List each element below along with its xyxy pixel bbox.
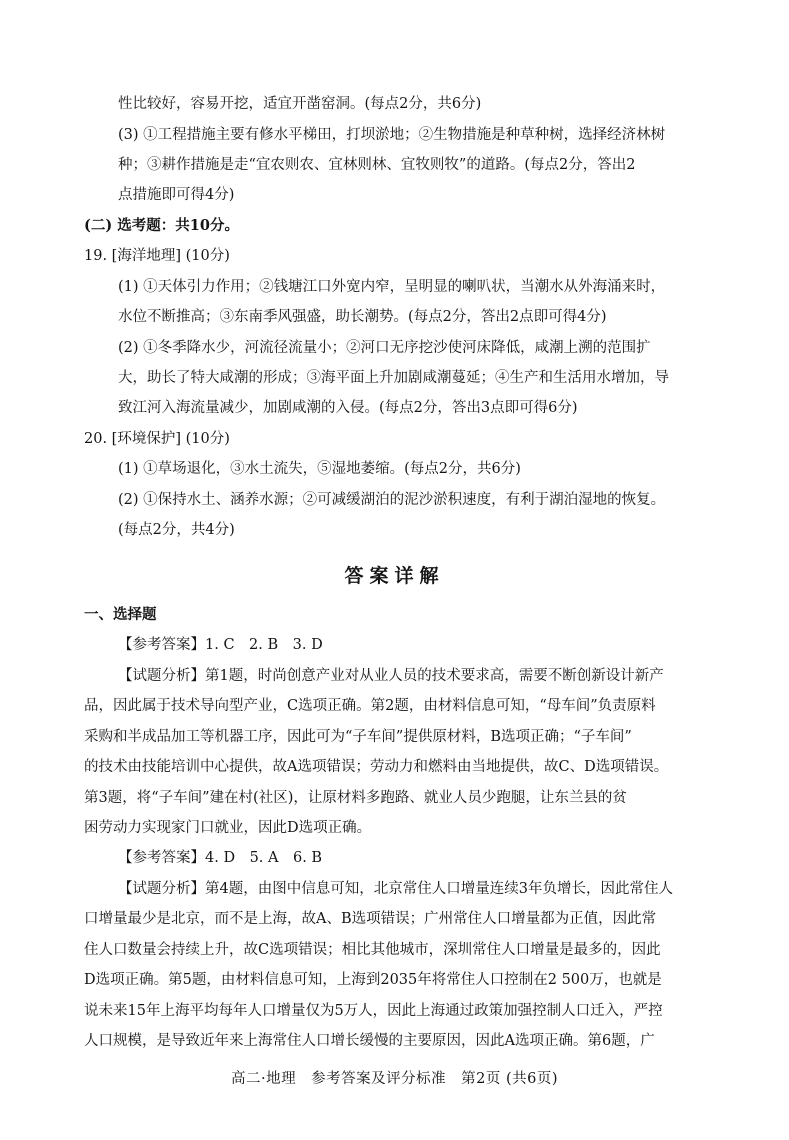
section-heading: (二) 选考题：共10分。: [84, 217, 239, 234]
text-line: (3) ①工程措施主要有修水平梯田，打坝淤地；②生物措施是种草种树，选择经济林树: [118, 127, 666, 143]
analysis-line: 第3题，将“子车间”建在村(社区)，让原材料多跑路、就业人员少跑腿，让东兰县的贫: [84, 790, 627, 806]
analysis-line: 品，因此属于技术导向型产业，C选项正确。第2题，由材料信息可知，“母车间”负责原料: [84, 698, 656, 714]
text-line: 大，助长了特大咸潮的形成；③海平面上升加剧咸潮蔓延；④生产和生活用水增加，导: [118, 370, 669, 386]
text-line: (1) ①天体引力作用；②钱塘江口外宽内窄，呈明显的喇叭状，当潮水从外海涌来时，: [118, 279, 666, 295]
text-line: 性比较好，容易开挖，适宜开凿窑洞。(每点2分，共6分): [118, 96, 482, 112]
analysis-line: 采购和半成品加工等机器工序，因此可为“子车间”提供原材料，B选项正确；“子车间”: [84, 729, 632, 745]
analysis-line: 住人口数量会持续上升，故C选项错误；相比其他城市，深圳常住人口增量是最多的，因此: [84, 942, 661, 958]
section-heading: 一、选择题: [84, 606, 157, 623]
analysis-line: D选项正确。第5题，由材料信息可知，上海到2035年将常住人口控制在2 500万，也就是: [84, 972, 662, 988]
analysis-line: 【试题分析】第4题，由图中信息可知，北京常住人口增量连续3年负增长，因此常住人: [118, 881, 673, 897]
text-line: (2) ①保持水土、涵养水源；②可减缓湖泊的泥沙淤积速度，有利于湖泊湿地的恢复。: [118, 492, 666, 508]
answer-line: 【参考答案】4. D 5. A 6. B: [118, 850, 323, 866]
text-line: (每点2分，共4分): [118, 522, 235, 538]
answer-line: 【参考答案】1. C 2. B 3. D: [118, 637, 323, 653]
page-footer: 高二·地理 参考答案及评分标准 第2页 (共6页): [231, 1071, 558, 1087]
page-title: 答案详解: [344, 565, 445, 587]
analysis-line: 人口规模，是导致近年来上海常住人口增长缓慢的主要原因，因此A选项正确。第6题，广: [84, 1033, 655, 1049]
text-line: 水位不断推高；③东南季风强盛，助长潮势。(每点2分，答出2点即可得4分): [118, 309, 607, 325]
text-line: 点措施即可得4分): [118, 187, 235, 203]
analysis-line: 口增量最少是北京，而不是上海，故A、B选项错误；广州常住人口增量都为正值，因此常: [84, 911, 657, 927]
question-heading: 19. [海洋地理] (10分): [84, 248, 230, 264]
analysis-line: 困劳动力实现家门口就业，因此D选项正确。: [84, 820, 372, 836]
analysis-line: 说未来15年上海平均每年人口增量仅为5万人，因此上海通过政策加强控制人口迁入，严控: [84, 1003, 663, 1019]
text-line: 种；③耕作措施是走“宜农则农、宜林则林、宜牧则牧”的道路。(每点2分，答出2: [118, 157, 636, 173]
text-line: (1) ①草场退化，③水土流失，⑤湿地萎缩。(每点2分，共6分): [118, 461, 521, 477]
text-line: (2) ①冬季降水少，河流径流量小；②河口无序挖沙使河床降低，咸潮上溯的范围扩: [118, 340, 651, 356]
analysis-line: 【试题分析】第1题，时尚创意产业对从业人员的技术要求高，需要不断创新设计新产: [118, 668, 664, 684]
analysis-line: 的技术由技能培训中心提供，故A选项错误；劳动力和燃料由当地提供，故C、D选项错误。: [84, 759, 669, 775]
question-heading: 20. [环境保护] (10分): [84, 431, 230, 447]
text-line: 致江河入海流量减少，加剧咸潮的入侵。(每点2分，答出3点即可得6分): [118, 400, 578, 416]
